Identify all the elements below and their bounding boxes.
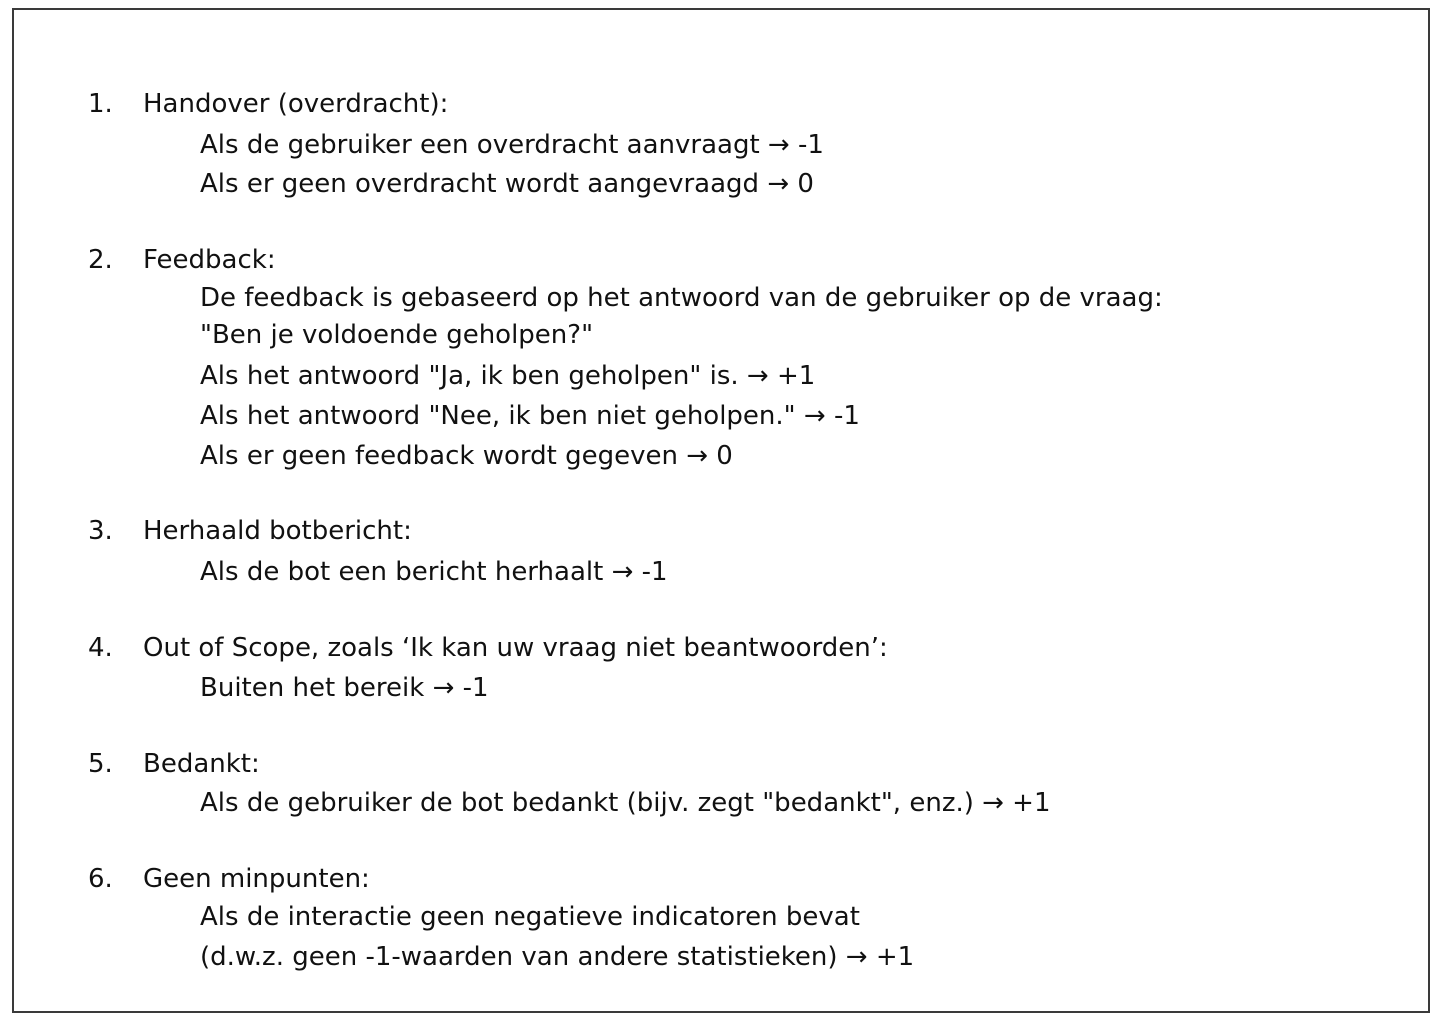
section-5-line-1: Als de gebruiker de bot bedankt (bijv. zegt "bedankt", enz.) → +1 [200,788,1051,818]
section-6-line-2: (d.w.z. geen -1-waarden van andere statistieken) → +1 [200,942,915,972]
section-3-number: 3. [88,516,113,546]
section-3-line-1: Als de bot een bericht herhaalt → -1 [200,557,668,587]
section-1-line-2: Als er geen overdracht wordt aangevraagd → 0 [200,169,814,199]
section-2-number: 2. [88,245,113,275]
section-1-number: 1. [88,89,113,119]
section-5-heading: Bedankt: [143,749,260,779]
section-6-heading: Geen minpunten: [143,864,370,894]
section-2-line-3: Als het antwoord "Ja, ik ben geholpen" is. → +1 [200,361,816,391]
section-4-line-1: Buiten het bereik → -1 [200,673,489,703]
section-1-line-1: Als de gebruiker een overdracht aanvraagt → -1 [200,130,824,160]
section-6-line-1: Als de interactie geen negatieve indicatoren bevat [200,902,860,932]
section-6-number: 6. [88,864,113,894]
section-2-line-2: "Ben je voldoende geholpen?" [200,320,594,350]
section-4-heading: Out of Scope, zoals ‘Ik kan uw vraag niet beantwoorden’: [143,633,888,663]
section-5-number: 5. [88,749,113,779]
section-2-line-4: Als het antwoord "Nee, ik ben niet geholpen." → -1 [200,401,860,431]
section-2-line-1: De feedback is gebaseerd op het antwoord van de gebruiker op de vraag: [200,283,1163,313]
section-1-heading: Handover (overdracht): [143,89,449,119]
section-3-heading: Herhaald botbericht: [143,516,412,546]
section-4-number: 4. [88,633,113,663]
section-2-line-5: Als er geen feedback wordt gegeven → 0 [200,441,733,471]
section-2-heading: Feedback: [143,245,276,275]
